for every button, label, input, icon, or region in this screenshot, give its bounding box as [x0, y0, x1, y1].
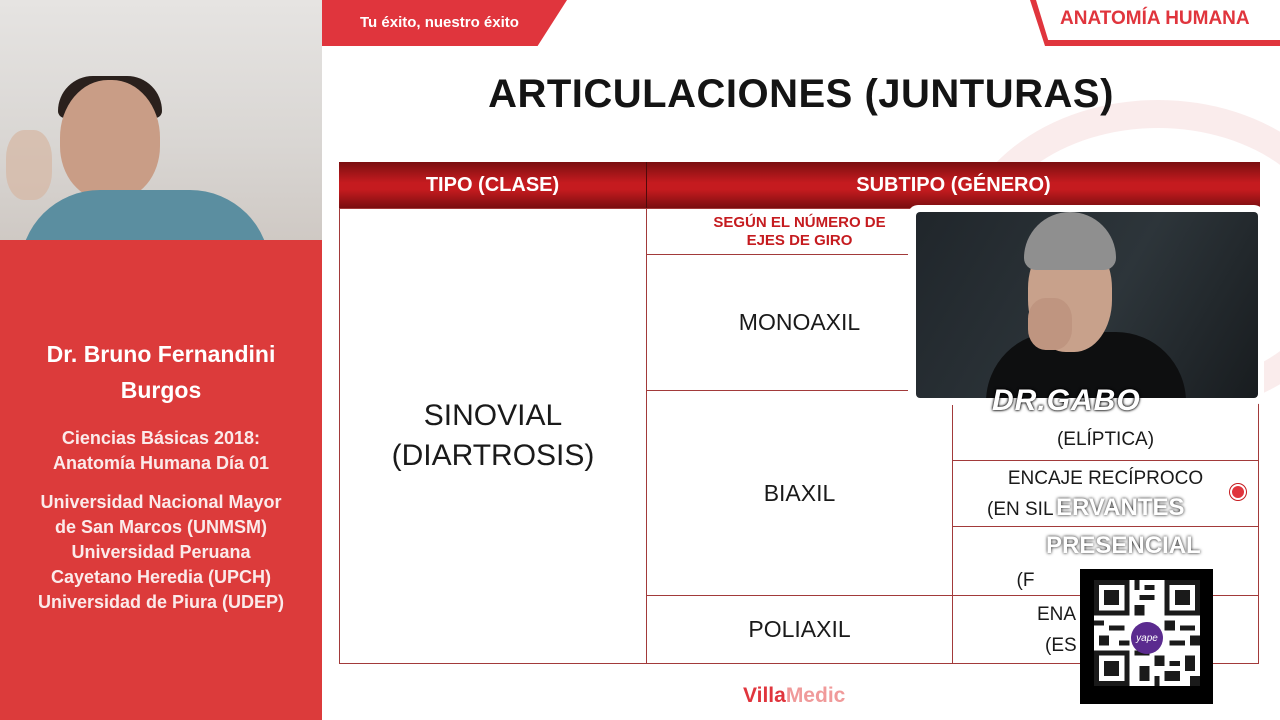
detail-partial: (F	[1016, 569, 1035, 591]
detail-silla: (EN SIL	[987, 498, 1054, 520]
tipo-cell	[339, 208, 647, 664]
slide-title: ARTICULACIONES (JUNTURAS)	[488, 72, 1114, 116]
overlay-text-1: ERVANTES	[1056, 494, 1185, 521]
detail-eliptica: (ELÍPTICA)	[1056, 429, 1155, 450]
brand-logo-part: Villa	[743, 684, 786, 707]
header-tipo: TIPO (CLASE)	[339, 162, 646, 208]
subtype-monoaxil: MONOAXIL	[738, 309, 861, 335]
presenter-hand	[6, 130, 52, 200]
brand-logo	[743, 684, 845, 708]
university-line: Universidad de Piura (UDEP)	[37, 592, 285, 612]
subtype-poliaxil: POLIAXIL	[748, 616, 851, 642]
presenter-video	[0, 0, 322, 240]
tipo-value: SINOVIAL (DIARTROSIS)	[391, 399, 595, 472]
streamer-tag: DR.GABO	[992, 384, 1141, 417]
detail-esferoidea: (ES	[1045, 634, 1077, 656]
presenter-body	[20, 190, 270, 240]
ejes-cell	[646, 208, 953, 255]
overlay-text-2: PRESENCIAL	[1046, 532, 1201, 559]
subtype-biaxil: BIAXIL	[763, 479, 836, 506]
university-line: de San Marcos (UNMSM)	[54, 517, 268, 537]
university-line: Cayetano Heredia (UPCH)	[50, 567, 272, 587]
subtype-cell	[646, 254, 953, 391]
streamer-beanie	[1024, 212, 1116, 270]
presenter-name: Dr. Bruno Fernandini Burgos	[46, 341, 276, 403]
slide-tagline: Tu éxito, nuestro éxito	[360, 14, 519, 31]
streamer-hand	[1028, 298, 1072, 350]
presenter-panel	[0, 0, 322, 720]
detail-enartrosis: ENA	[1037, 603, 1077, 625]
detail-encaje: ENCAJE RECÍPROCO	[1007, 467, 1204, 489]
header-subtipo: SUBTIPO (GÉNERO)	[646, 162, 1260, 208]
course-info	[0, 426, 322, 476]
presenter-info	[0, 336, 322, 615]
brand-logo-part: Medic	[785, 684, 846, 707]
slide-topic: ANATOMÍA HUMANA	[1060, 8, 1250, 29]
yape-badge: yape	[1131, 622, 1163, 654]
subtype-cell	[646, 390, 953, 596]
laser-pointer-icon	[1230, 484, 1246, 500]
university-line: Universidad Nacional Mayor	[40, 492, 282, 512]
ejes-label: SEGÚN EL NÚMERO DE EJES DE GIRO	[713, 213, 886, 249]
subtype-cell	[646, 595, 953, 664]
course-line: Anatomía Humana Día 01	[52, 453, 270, 473]
streamer-webcam	[916, 212, 1258, 398]
course-line: Ciencias Básicas 2018:	[61, 428, 261, 448]
university-line: Universidad Peruana	[71, 542, 251, 562]
presenter-head	[60, 80, 160, 200]
universities	[0, 490, 322, 615]
